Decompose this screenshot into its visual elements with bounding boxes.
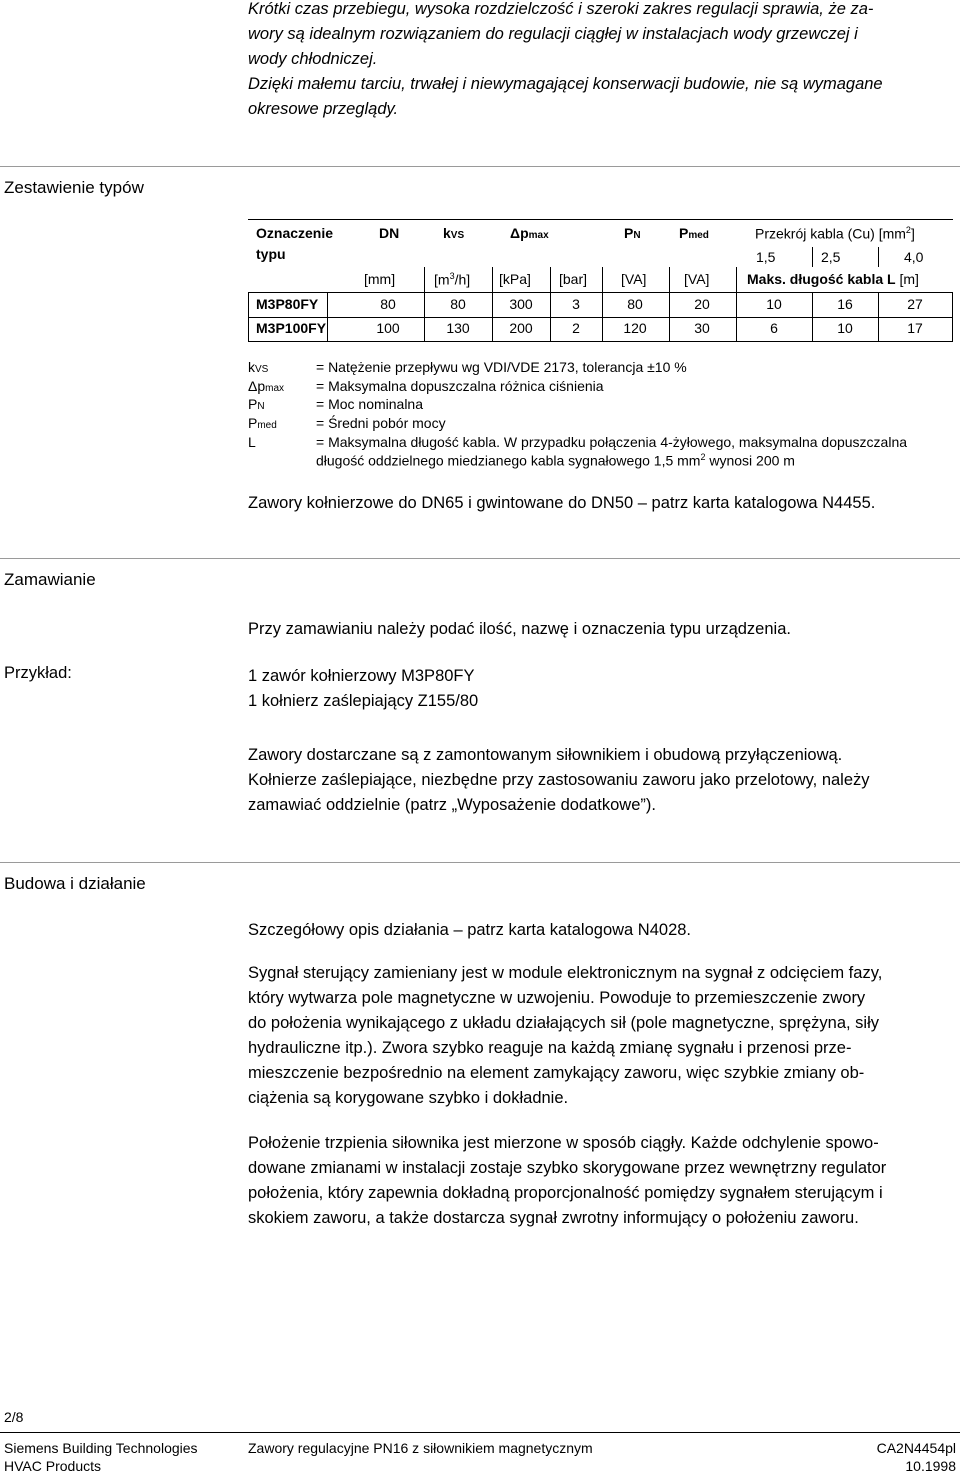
cell-dn: 100 <box>376 320 400 336</box>
header-cable-section: Przekrój kabla (Cu) $[mm^2]$ <box>755 225 915 242</box>
cable-size-1-5: 1,5 <box>756 249 776 265</box>
table-sep-3 <box>492 267 493 342</box>
example-line-2: 1 kołnierz zaślepiający Z155/80 <box>248 692 479 710</box>
cell-len-4-0: 17 <box>907 320 923 336</box>
symbol-legend <box>248 359 953 471</box>
table-sep-9 <box>878 292 879 342</box>
header-pmed: Pmed <box>679 225 709 241</box>
table-row-divider <box>248 317 953 318</box>
unit-m3h: $[m^3/h]$ <box>434 271 471 288</box>
intro-line-2: wory są idealnym rozwiązaniem do regulacji ciągłej w instalacjach wody grzewczej i <box>248 25 858 43</box>
legend-row-l-cont: długość oddzielnego miedzianego kabla sygnałowego 1,5 $mm^2$ wynosi 200 m <box>316 452 795 470</box>
section-heading-construction: Budowa i działanie <box>4 874 146 893</box>
table-sep-8 <box>812 292 813 342</box>
intro-line-1: Krótki czas przebiegu, wysoka rozdzielczość i szeroki zakres regulacji sprawia, że za- <box>248 0 874 18</box>
header-pn: PN <box>624 225 641 241</box>
cell-len-2-5: 16 <box>837 296 853 312</box>
table-sep-5 <box>602 267 603 342</box>
types-note: Zawory kołnierzowe do DN65 i gwintowane do DN50 – patrz karta katalogowa N4455. <box>248 494 876 512</box>
cell-kvs: 80 <box>450 296 466 312</box>
ordering-example-label: Przykład: <box>4 664 72 682</box>
table-border-left <box>248 292 249 342</box>
header-designation-1: Oznaczenie <box>256 225 334 241</box>
footer-date: 10.1998 <box>905 1458 956 1474</box>
table-header-divider <box>248 292 953 293</box>
table-border-top <box>248 219 953 220</box>
construction-paragraph-3: Położenie trzpienia siłownika jest mierzone w sposób ciągły. Każde odchylenie spowo- dowane zmianami w instalacji zostaje szybko skorygowane przez wewnętrzny regulator położenia, który zapewnia dokładną proporcjonalność pomiędzy sygnałem sterującym i skokiem zaworu, a także dostarcza sygnał zwrotny informujący o położeniu zaworu. <box>248 1134 887 1227</box>
unit-mm: [mm] <box>364 271 396 287</box>
intro-line-3: wody chłodniczej. <box>248 50 378 68</box>
section-heading-types: Zestawienie typów <box>4 178 144 197</box>
cable-size-4-0: 4,0 <box>904 249 924 265</box>
legend-row-dpmax: Δpmax = Maksymalna dopuszczalna różnica ciśnienia <box>248 377 604 394</box>
table-cable-tick-1 <box>812 247 813 267</box>
unit-max-cable-length: Maks. długość kabla L [m] <box>747 271 919 287</box>
cell-pmed: 30 <box>694 320 710 336</box>
footer-divider <box>0 1432 960 1433</box>
types-table <box>248 219 953 342</box>
table-sep-6 <box>669 267 670 342</box>
ordering-intro: Przy zamawianiu należy podać ilość, nazwę i oznaczenia typu urządzenia. <box>248 620 791 638</box>
legend-row-l: L = Maksymalna długość kabla. W przypadku połączenia 4-żyłowego, maksymalna dopuszczalna <box>248 433 908 450</box>
cell-len-2-5: 10 <box>837 320 853 336</box>
unit-va-pn: [VA] <box>621 271 647 287</box>
header-dn: DN <box>379 225 400 241</box>
example-line-1: 1 zawór kołnierzowy M3P80FY <box>248 667 475 685</box>
cell-dn: 80 <box>380 296 396 312</box>
legend-row-pn: PN = Moc nominalna <box>248 396 424 413</box>
cell-pmed: 20 <box>694 296 710 312</box>
table-sep-7 <box>736 267 737 342</box>
cell-len-1-5: 6 <box>770 320 778 336</box>
section-heading-ordering: Zamawianie <box>4 570 96 589</box>
footer-division: HVAC Products <box>4 1458 101 1474</box>
section-divider-ordering <box>0 558 960 559</box>
section-divider-types <box>0 166 960 167</box>
unit-kpa: [kPa] <box>499 271 531 287</box>
legend-row-kvs: kVS = Natężenie przepływu wg VDI/VDE 2173, tolerancja ±10 % <box>248 359 687 375</box>
legend-row-pmed: Pmed = Średni pobór mocy <box>248 415 446 432</box>
section-divider-construction <box>0 862 960 863</box>
header-designation-2: typu <box>256 246 286 262</box>
cell-kvs: 130 <box>446 320 470 336</box>
table-sep-4 <box>550 267 551 342</box>
page-number: 2/8 <box>4 1409 24 1425</box>
intro-line-4: Dzięki małemu tarciu, trwałej i niewymagającej konserwacji budowie, nie są wymagane <box>248 75 883 93</box>
table-border-right <box>952 292 953 342</box>
table-border-bottom <box>248 341 953 342</box>
header-dpmax: Δpmax <box>510 225 549 241</box>
footer-company: Siemens Building Technologies <box>4 1440 198 1456</box>
ordering-paragraph-2: Zawory dostarczane są z zamontowanym siłownikiem i obudową przyłączeniową. Kołnierze zaślepiające, niezbędne przy zastosowaniu zaworu jako przelotowy, należy zamawiać oddzielnie (patrz „Wyposażenie dodatkowe”). <box>248 746 870 814</box>
intro-paragraph <box>248 0 953 122</box>
unit-bar: [bar] <box>559 271 588 287</box>
cell-pn: 80 <box>627 296 643 312</box>
construction-paragraph-1: Szczegółowy opis działania – patrz karta katalogowa N4028. <box>248 921 692 939</box>
cell-type: M3P80FY <box>256 296 319 312</box>
intro-line-5: okresowe przeglądy. <box>248 100 399 118</box>
footer-doc-code: CA2N4454pl <box>876 1440 956 1456</box>
table-sep-1 <box>327 292 328 342</box>
cable-size-2-5: 2,5 <box>821 249 841 265</box>
table-sep-2 <box>424 267 425 342</box>
cell-pn: 120 <box>623 320 647 336</box>
cell-dp-bar: 2 <box>572 320 580 336</box>
cell-type: M3P100FY <box>256 320 327 336</box>
cell-len-4-0: 27 <box>907 296 923 312</box>
cell-dp-kpa: 300 <box>509 296 533 312</box>
cell-dp-kpa: 200 <box>509 320 533 336</box>
construction-paragraph-2: Sygnał sterujący zamieniany jest w module elektronicznym na sygnał z odcięciem fazy, który wytwarza pole magnetyczne w uzwojeniu. Powoduje to przemieszczenie zwory do położenia wynikającego z układu działających sił (pole magnetyczne, sprężyna, siły hydrauliczne itp.). Zwora szybko reaguje na każdą zmianę sygnału i przenosi prze- mieszczenie bezpośrednio na element zamykający zaworu, więc szybkie zmiany ob- ciążenia są korygowane szybko i dokładnie. <box>248 964 883 1107</box>
cell-dp-bar: 3 <box>572 296 580 312</box>
cell-len-1-5: 10 <box>766 296 782 312</box>
table-cable-tick-2 <box>878 247 879 267</box>
header-kvs: kVS <box>443 225 465 241</box>
unit-va-pmed: [VA] <box>684 271 710 287</box>
ordering-example <box>248 664 953 714</box>
footer-doc-title: Zawory regulacyjne PN16 z siłownikiem magnetycznym <box>248 1440 593 1456</box>
